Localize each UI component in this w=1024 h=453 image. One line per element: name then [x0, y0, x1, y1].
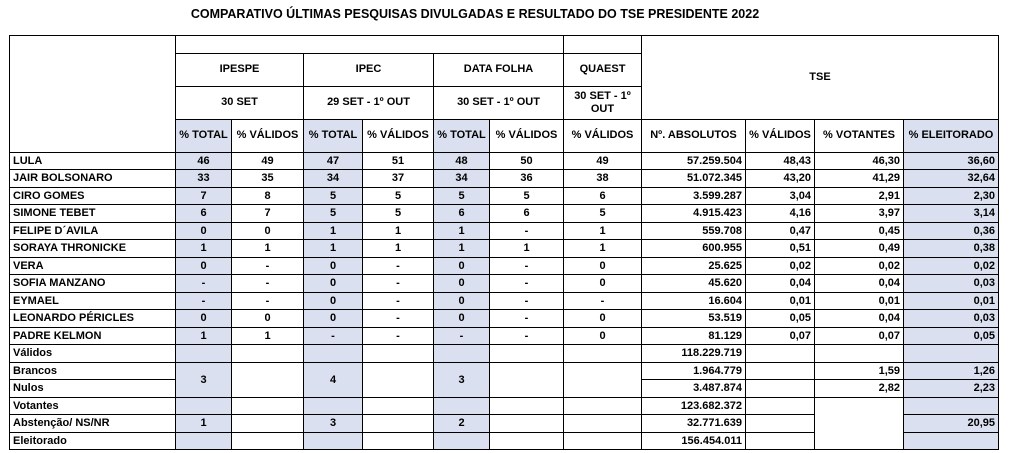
ipespe-validos-cell: 0	[232, 222, 304, 240]
ipespe-validos-cell: -	[232, 292, 304, 310]
datafolha-validos-cell: 50	[490, 152, 564, 170]
ipespe-total-cell: 0	[176, 257, 232, 275]
datafolha-validos-cell: -	[490, 257, 564, 275]
comparison-table	[9, 35, 999, 450]
ipec-validos-cell: 37	[363, 170, 434, 188]
validos-ipec	[304, 345, 363, 363]
validos-datafolha	[434, 345, 490, 363]
quaest-validos-cell: 38	[564, 170, 642, 188]
brancos-votantes: 1,59	[815, 362, 904, 380]
tse-votantes-cell: 2,91	[815, 187, 904, 205]
ipec-validos-cell: -	[363, 310, 434, 328]
datafolha-validos-cell: -	[490, 275, 564, 293]
candidate-name: EYMAEL	[10, 292, 176, 310]
tse-eleitorado-header: % ELEITORADO	[904, 119, 999, 152]
candidate-name: SIMONE TEBET	[10, 205, 176, 223]
votantes-datafolha	[434, 397, 490, 415]
nulos-empty	[746, 380, 815, 398]
ipespe-validos-cell: 0	[232, 310, 304, 328]
ipespe-total-cell: 33	[176, 170, 232, 188]
datafolha-pct-total: % TOTAL	[434, 119, 490, 152]
tse-votantes-cell: 0,02	[815, 257, 904, 275]
ipespe-total-cell: 1	[176, 240, 232, 258]
datafolha-validos-cell: -	[490, 327, 564, 345]
tse-header: TSE	[642, 36, 999, 120]
abstencao-empty	[232, 415, 304, 433]
ipespe-total-cell: 46	[176, 152, 232, 170]
tse-validos-cell: 0,47	[746, 222, 815, 240]
brancos-nulos-ipespe: 3	[176, 362, 232, 397]
validos-eleitorado	[904, 345, 999, 363]
top-spacer-cell	[176, 36, 564, 54]
validos-empty	[564, 345, 642, 363]
candidate-name: FELIPE D´AVILA	[10, 222, 176, 240]
datafolha-total-cell: 1	[434, 240, 490, 258]
eleitorado-empty	[232, 432, 304, 450]
ipec-validos-cell: -	[363, 275, 434, 293]
datafolha-total-cell: 0	[434, 257, 490, 275]
ipec-total-cell: 47	[304, 152, 363, 170]
votantes-abs: 123.682.372	[642, 397, 746, 415]
ipespe-header: IPESPE	[176, 53, 304, 86]
candidate-row	[10, 292, 999, 310]
validos-empty	[363, 345, 434, 363]
candidate-row	[10, 327, 999, 345]
abstencao-eleitorado: 20,95	[904, 415, 999, 433]
ipespe-validos-cell: 49	[232, 152, 304, 170]
abstencao-empty	[746, 415, 815, 433]
ipespe-total-cell: 1	[176, 327, 232, 345]
tse-eleitorado-cell: 0,38	[904, 240, 999, 258]
tse-absolutos-cell: 81.129	[642, 327, 746, 345]
ipec-total-cell: 0	[304, 275, 363, 293]
ipec-total-cell: 1	[304, 222, 363, 240]
ipespe-date: 30 SET	[176, 86, 304, 119]
nulos-abs: 3.487.874	[642, 380, 746, 398]
tse-absolutos-cell: 559.708	[642, 222, 746, 240]
quaest-validos-cell: 0	[564, 275, 642, 293]
tse-eleitorado-cell: 0,36	[904, 222, 999, 240]
nulos-votantes: 2,82	[815, 380, 904, 398]
tse-validos-cell: 0,01	[746, 292, 815, 310]
candidate-name: CIRO GOMES	[10, 187, 176, 205]
brancos-nulos-empty	[564, 362, 642, 397]
brancos-nulos-datafolha: 3	[434, 362, 490, 397]
candidate-name: LEONARDO PÉRICLES	[10, 310, 176, 328]
tse-absolutos-header: Nº. ABSOLUTOS	[642, 119, 746, 152]
eleitorado-ipespe	[176, 432, 232, 450]
tse-votantes-cell: 46,30	[815, 152, 904, 170]
votantes-row	[10, 397, 999, 415]
ipec-total-cell: 0	[304, 292, 363, 310]
ipec-validos-cell: -	[363, 257, 434, 275]
validos-ipespe	[176, 345, 232, 363]
tse-eleitorado-cell: 0,01	[904, 292, 999, 310]
ipespe-total-cell: -	[176, 292, 232, 310]
ipespe-total-cell: 6	[176, 205, 232, 223]
votantes-empty	[746, 397, 815, 415]
eleitorado-datafolha	[434, 432, 490, 450]
ipespe-validos-cell: 8	[232, 187, 304, 205]
eleitorado-empty	[564, 432, 642, 450]
validos-label: Válidos	[10, 345, 176, 363]
table-body	[10, 36, 999, 345]
datafolha-validos-cell: 36	[490, 170, 564, 188]
tse-absolutos-cell: 3.599.287	[642, 187, 746, 205]
ipespe-pct-validos: % VÁLIDOS	[232, 119, 304, 152]
datafolha-validos-cell: 1	[490, 240, 564, 258]
votantes-ipec	[304, 397, 363, 415]
ipec-validos-cell: 5	[363, 205, 434, 223]
ipec-header: IPEC	[304, 53, 434, 86]
quaest-validos-cell: 6	[564, 187, 642, 205]
quaest-validos-cell: 5	[564, 205, 642, 223]
brancos-empty	[746, 362, 815, 380]
tse-eleitorado-cell: 36,60	[904, 152, 999, 170]
quaest-validos-cell: 49	[564, 152, 642, 170]
eleitorado-eleitorado	[904, 432, 999, 450]
votantes-empty	[363, 397, 434, 415]
quaest-validos-cell: 0	[564, 327, 642, 345]
quaest-date: 30 SET - 1º OUT	[564, 86, 642, 119]
quaest-validos-cell: 0	[564, 310, 642, 328]
tse-eleitorado-cell: 0,03	[904, 310, 999, 328]
abstencao-empty	[564, 415, 642, 433]
votantes-empty	[232, 397, 304, 415]
ipespe-total-cell: -	[176, 275, 232, 293]
tse-votantes-cell: 0,04	[815, 275, 904, 293]
ipec-total-cell: 5	[304, 205, 363, 223]
quaest-header: QUAEST	[564, 53, 642, 86]
datafolha-total-cell: 1	[434, 222, 490, 240]
candidate-row	[10, 205, 999, 223]
nulos-label: Nulos	[10, 380, 176, 398]
ipespe-validos-cell: 1	[232, 240, 304, 258]
datafolha-validos-cell: -	[490, 310, 564, 328]
datafolha-validos-cell: -	[490, 292, 564, 310]
votantes-empty	[564, 397, 642, 415]
datafolha-date: 30 SET - 1º OUT	[434, 86, 564, 119]
brancos-row	[10, 362, 999, 380]
candidate-row	[10, 152, 999, 170]
abstencao-abs: 32.771.639	[642, 415, 746, 433]
datafolha-total-cell: 0	[434, 310, 490, 328]
tse-eleitorado-cell: 0,03	[904, 275, 999, 293]
datafolha-total-cell: -	[434, 327, 490, 345]
ipec-total-cell: 34	[304, 170, 363, 188]
datafolha-pct-validos: % VÁLIDOS	[490, 119, 564, 152]
ipec-total-cell: 0	[304, 257, 363, 275]
tse-validos-cell: 0,02	[746, 257, 815, 275]
tse-votantes-header: % VOTANTES	[815, 119, 904, 152]
ipec-validos-cell: 5	[363, 187, 434, 205]
top-spacer-quaest	[564, 36, 642, 54]
tse-votantes-cell: 0,07	[815, 327, 904, 345]
tse-eleitorado-cell: 32,64	[904, 170, 999, 188]
brancos-label: Brancos	[10, 362, 176, 380]
ipespe-total-cell: 0	[176, 310, 232, 328]
ipec-pct-validos: % VÁLIDOS	[363, 119, 434, 152]
datafolha-total-cell: 5	[434, 187, 490, 205]
validos-empty	[815, 345, 904, 363]
footer-body	[10, 345, 999, 450]
candidate-row	[10, 240, 999, 258]
tse-validos-header: % VÁLIDOS	[746, 119, 815, 152]
candidate-row	[10, 222, 999, 240]
tse-eleitorado-cell: 3,14	[904, 205, 999, 223]
eleitorado-ipec	[304, 432, 363, 450]
tse-absolutos-cell: 45.620	[642, 275, 746, 293]
ipespe-pct-total: % TOTAL	[176, 119, 232, 152]
tse-validos-cell: 0,07	[746, 327, 815, 345]
tse-absolutos-cell: 16.604	[642, 292, 746, 310]
abstencao-label: Abstenção/ NS/NR	[10, 415, 176, 433]
datafolha-total-cell: 0	[434, 275, 490, 293]
ipec-total-cell: -	[304, 327, 363, 345]
eleitorado-empty	[490, 432, 564, 450]
brancos-nulos-empty	[490, 362, 564, 397]
tse-validos-cell: 4,16	[746, 205, 815, 223]
ipec-validos-cell: 51	[363, 152, 434, 170]
ipespe-validos-cell: -	[232, 275, 304, 293]
abstencao-ipec: 3	[304, 415, 363, 433]
brancos-nulos-empty	[232, 362, 304, 397]
ipespe-total-cell: 0	[176, 222, 232, 240]
ipec-validos-cell: -	[363, 327, 434, 345]
ipec-total-cell: 5	[304, 187, 363, 205]
candidate-name: JAIR BOLSONARO	[10, 170, 176, 188]
candidate-row	[10, 170, 999, 188]
tse-votantes-cell: 0,01	[815, 292, 904, 310]
validos-row	[10, 345, 999, 363]
validos-abs: 118.229.719	[642, 345, 746, 363]
candidate-name: LULA	[10, 152, 176, 170]
abstencao-empty	[363, 415, 434, 433]
ipec-validos-cell: -	[363, 292, 434, 310]
brancos-abs: 1.964.779	[642, 362, 746, 380]
tse-validos-cell: 0,05	[746, 310, 815, 328]
validos-empty	[746, 345, 815, 363]
report-title: COMPARATIVO ÚLTIMAS PESQUISAS DIVULGADAS E RESULTADO DO TSE PRESIDENTE 2022	[190, 7, 760, 21]
tse-votantes-cell: 3,97	[815, 205, 904, 223]
candidate-row	[10, 275, 999, 293]
datafolha-validos-cell: -	[490, 222, 564, 240]
corner-cell	[10, 36, 176, 153]
datafolha-total-cell: 6	[434, 205, 490, 223]
eleitorado-abs: 156.454.011	[642, 432, 746, 450]
tse-votantes-cell: 0,45	[815, 222, 904, 240]
eleitorado-label: Eleitorado	[10, 432, 176, 450]
candidate-name: SORAYA THRONICKE	[10, 240, 176, 258]
quaest-validos-cell: 1	[564, 222, 642, 240]
ipespe-validos-cell: 35	[232, 170, 304, 188]
tse-votantes-cell: 0,04	[815, 310, 904, 328]
brancos-eleitorado: 1,26	[904, 362, 999, 380]
tse-validos-cell: 0,51	[746, 240, 815, 258]
votantes-eleitorado	[904, 397, 999, 415]
candidate-row	[10, 310, 999, 328]
tse-eleitorado-cell: 0,02	[904, 257, 999, 275]
ipespe-validos-cell: -	[232, 257, 304, 275]
tse-absolutos-cell: 57.259.504	[642, 152, 746, 170]
abstencao-empty	[490, 415, 564, 433]
ipespe-validos-cell: 7	[232, 205, 304, 223]
votantes-empty-merged	[815, 397, 904, 450]
tse-validos-cell: 48,43	[746, 152, 815, 170]
validos-empty	[490, 345, 564, 363]
datafolha-total-cell: 34	[434, 170, 490, 188]
abstencao-ipespe: 1	[176, 415, 232, 433]
candidate-name: SOFIA MANZANO	[10, 275, 176, 293]
tse-eleitorado-cell: 2,30	[904, 187, 999, 205]
brancos-nulos-ipec: 4	[304, 362, 363, 397]
header-spacer-row	[10, 36, 999, 54]
votantes-empty	[490, 397, 564, 415]
candidate-name: VERA	[10, 257, 176, 275]
tse-votantes-cell: 0,49	[815, 240, 904, 258]
ipec-validos-cell: 1	[363, 222, 434, 240]
tse-votantes-cell: 41,29	[815, 170, 904, 188]
ipespe-total-cell: 7	[176, 187, 232, 205]
quaest-pct-validos: % VÁLIDOS	[564, 119, 642, 152]
tse-absolutos-cell: 51.072.345	[642, 170, 746, 188]
ipec-validos-cell: 1	[363, 240, 434, 258]
tse-absolutos-cell: 600.955	[642, 240, 746, 258]
quaest-validos-cell: -	[564, 292, 642, 310]
datafolha-header: DATA FOLHA	[434, 53, 564, 86]
candidate-name: PADRE KELMON	[10, 327, 176, 345]
tse-absolutos-cell: 4.915.423	[642, 205, 746, 223]
abstencao-datafolha: 2	[434, 415, 490, 433]
ipec-total-cell: 0	[304, 310, 363, 328]
validos-empty	[232, 345, 304, 363]
eleitorado-empty	[363, 432, 434, 450]
votantes-ipespe	[176, 397, 232, 415]
ipec-pct-total: % TOTAL	[304, 119, 363, 152]
tse-validos-cell: 0,04	[746, 275, 815, 293]
datafolha-validos-cell: 6	[490, 205, 564, 223]
candidate-row	[10, 257, 999, 275]
tse-eleitorado-cell: 0,05	[904, 327, 999, 345]
votantes-label: Votantes	[10, 397, 176, 415]
ipec-total-cell: 1	[304, 240, 363, 258]
quaest-validos-cell: 0	[564, 257, 642, 275]
candidate-row	[10, 187, 999, 205]
tse-absolutos-cell: 53.519	[642, 310, 746, 328]
ipespe-validos-cell: 1	[232, 327, 304, 345]
datafolha-total-cell: 48	[434, 152, 490, 170]
datafolha-total-cell: 0	[434, 292, 490, 310]
nulos-eleitorado: 2,23	[904, 380, 999, 398]
quaest-validos-cell: 1	[564, 240, 642, 258]
brancos-nulos-empty	[363, 362, 434, 397]
eleitorado-empty	[746, 432, 815, 450]
tse-validos-cell: 3,04	[746, 187, 815, 205]
tse-absolutos-cell: 25.625	[642, 257, 746, 275]
datafolha-validos-cell: 5	[490, 187, 564, 205]
ipec-date: 29 SET - 1º OUT	[304, 86, 434, 119]
tse-validos-cell: 43,20	[746, 170, 815, 188]
